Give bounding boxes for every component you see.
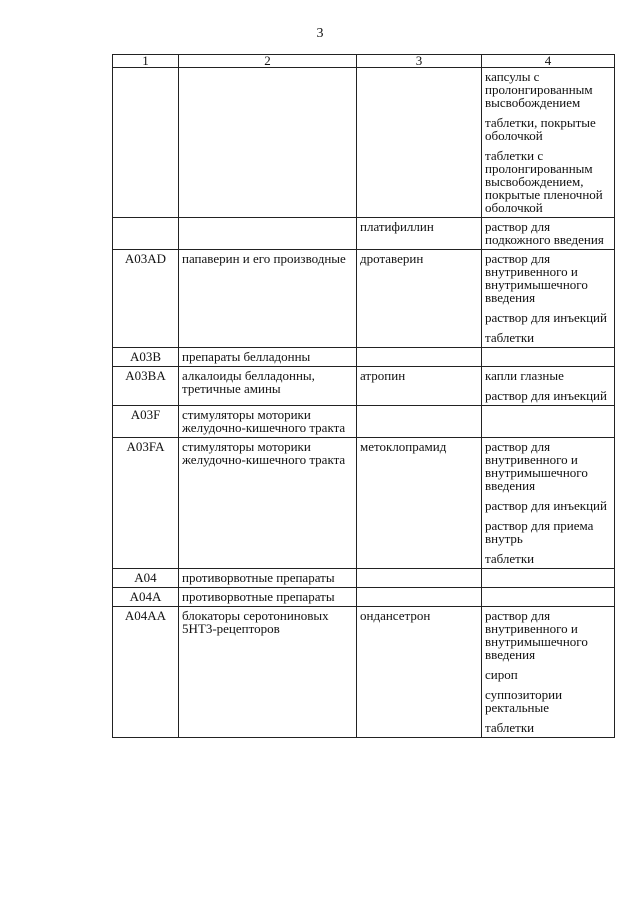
pharmacological-group-cell: стимуляторы моторики желудочно-кишечного тракта [179, 438, 357, 569]
active-substance-cell: дротаверин [357, 250, 482, 348]
table-row [113, 250, 615, 348]
column-header-code: 1 [113, 55, 179, 68]
dosage-forms-cell [482, 406, 615, 438]
pharmacological-group-cell: препараты белладонны [179, 348, 357, 367]
pharmacological-group-cell: противорвотные препараты [179, 569, 357, 588]
pharmacological-group-cell [179, 218, 357, 250]
atc-code-cell: A03FA [113, 438, 179, 569]
dosage-form-entry: раствор для инъекций [485, 388, 607, 403]
table-body [113, 68, 615, 738]
pharmacological-group-cell: блокаторы серотониновых 5HT3-рецепторов [179, 607, 357, 738]
dosage-forms-cell [482, 218, 615, 250]
dosage-forms-cell [482, 367, 615, 406]
dosage-forms-cell [482, 607, 615, 738]
pharmacological-group-cell: папаверин и его производные [179, 250, 357, 348]
table-row [113, 348, 615, 367]
pharmacological-group-cell: алкалоиды белладонны, третичные амины [179, 367, 357, 406]
atc-code-cell: A03AD [113, 250, 179, 348]
dosage-form-entry: раствор для инъекций [485, 310, 607, 325]
active-substance-cell [357, 588, 482, 607]
atc-code-cell: A04 [113, 569, 179, 588]
page-number: 3 [316, 26, 324, 41]
dosage-form-entry: таблетки [485, 330, 535, 345]
dosage-form-entry: раствор для инъекций [485, 498, 607, 513]
atc-code-cell [113, 68, 179, 218]
active-substance-cell [357, 68, 482, 218]
column-header-forms: 4 [482, 55, 615, 68]
atc-code-cell [113, 218, 179, 250]
table-row [113, 406, 615, 438]
pharmacological-group-cell: противорвотные препараты [179, 588, 357, 607]
dosage-forms-cell [482, 438, 615, 569]
table-row [113, 438, 615, 569]
dosage-forms-cell [482, 348, 615, 367]
table-row [113, 68, 615, 218]
dosage-form-entry: раствор для приема внутрь [485, 518, 594, 546]
atc-code-cell: A04AA [113, 607, 179, 738]
active-substance-cell [357, 348, 482, 367]
atc-code-cell: A03F [113, 406, 179, 438]
active-substance-cell [357, 406, 482, 438]
atc-code-cell: A04A [113, 588, 179, 607]
dosage-forms-cell [482, 569, 615, 588]
pharmacological-group-cell [179, 68, 357, 218]
dosage-form-entry: капли глазные [485, 368, 564, 383]
active-substance-cell: метоклопрамид [357, 438, 482, 569]
column-header-group: 2 [179, 55, 357, 68]
dosage-form-entry: сироп [485, 667, 518, 682]
dosage-form-entry: раствор для внутривенного и внутримышечного введения [485, 251, 588, 305]
drug-classification-table [112, 54, 615, 738]
active-substance-cell: атропин [357, 367, 482, 406]
dosage-forms-cell [482, 68, 615, 218]
table-row [113, 367, 615, 406]
dosage-form-entry: таблетки, покрытые оболочкой [485, 115, 596, 143]
active-substance-cell [357, 569, 482, 588]
table-row [113, 569, 615, 588]
dosage-form-entry: раствор для подкожного введения [485, 219, 604, 247]
atc-code-cell: A03B [113, 348, 179, 367]
dosage-form-entry: раствор для внутривенного и внутримышечного введения [485, 608, 588, 662]
dosage-form-entry: капсулы с пролонгированным высвобождением [485, 69, 593, 110]
active-substance-cell: платифиллин [357, 218, 482, 250]
dosage-form-entry: таблетки [485, 720, 535, 735]
dosage-form-entry: таблетки с пролонгированным высвобождением, покрытые пленочной оболочкой [485, 148, 603, 215]
dosage-form-entry: раствор для внутривенного и внутримышечного введения [485, 439, 588, 493]
table-row [113, 218, 615, 250]
dosage-forms-cell [482, 250, 615, 348]
active-substance-cell: ондансетрон [357, 607, 482, 738]
table-row [113, 607, 615, 738]
dosage-form-entry: таблетки [485, 551, 535, 566]
atc-code-cell: A03BA [113, 367, 179, 406]
column-header-substance: 3 [357, 55, 482, 68]
table-header-row [113, 55, 615, 68]
table-row [113, 588, 615, 607]
dosage-forms-cell [482, 588, 615, 607]
dosage-form-entry: суппозитории ректальные [485, 687, 563, 715]
pharmacological-group-cell: стимуляторы моторики желудочно-кишечного тракта [179, 406, 357, 438]
